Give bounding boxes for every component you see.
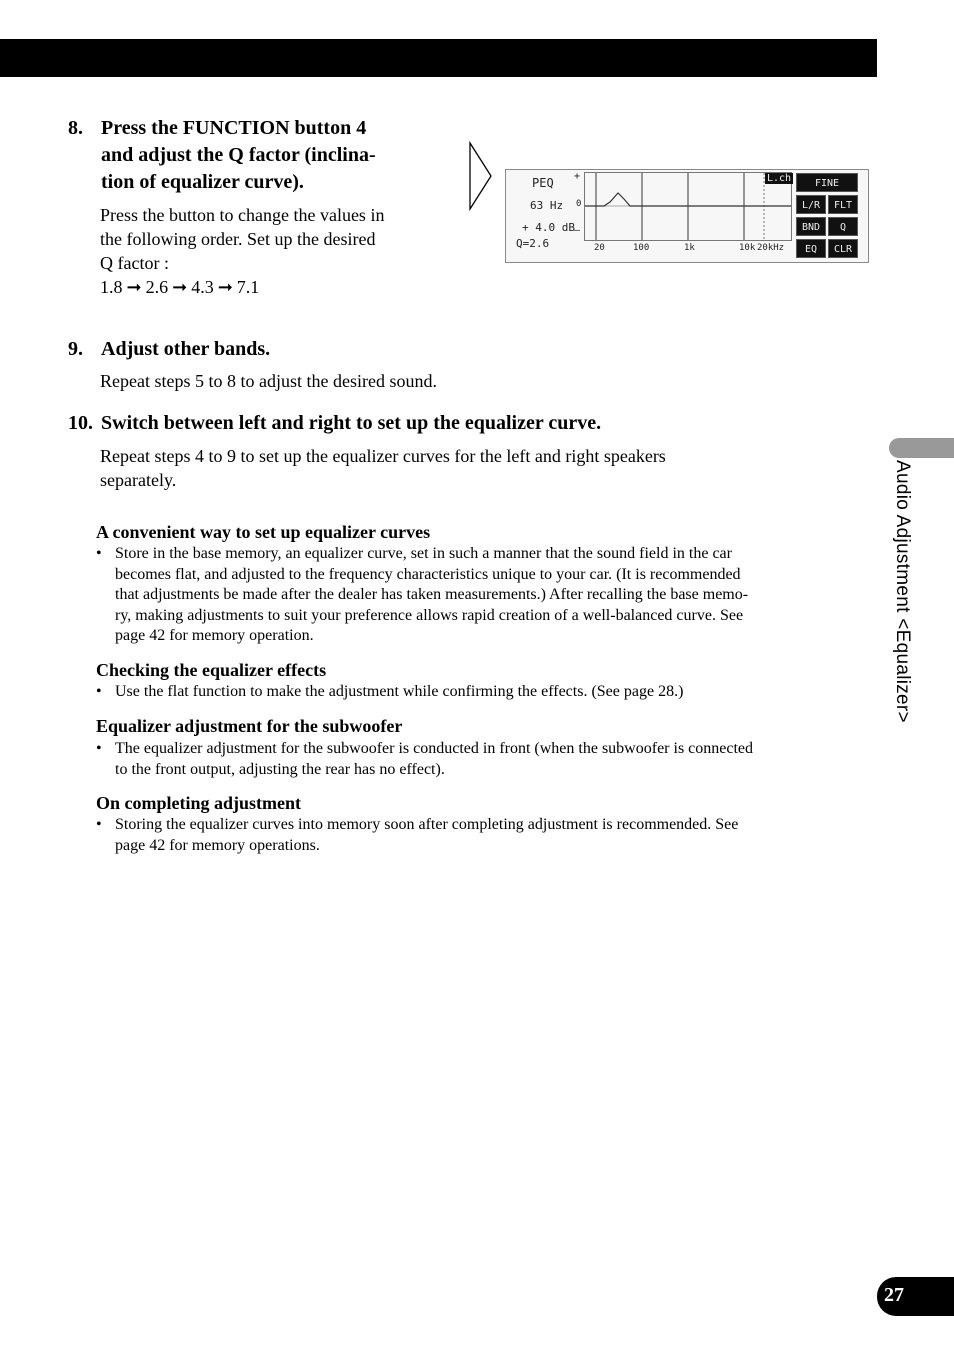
q-factor-sequence <box>100 275 259 299</box>
note-text <box>115 544 846 647</box>
note-line: that adjustments be made after the dealer has taken measurements.) After recalling the base memo- <box>115 586 749 603</box>
note-text <box>115 815 846 856</box>
q-button[interactable]: Q <box>828 217 858 236</box>
clear-button[interactable]: CLR <box>828 239 858 258</box>
step-8-body-line-1: Press the button to change the values in <box>100 205 385 225</box>
note-heading: A convenient way to set up equalizer curves <box>96 522 431 542</box>
bullet-icon: • <box>96 816 102 833</box>
step-8-heading-line-1: Press the FUNCTION button 4 <box>101 117 367 139</box>
section-tab-marker <box>889 438 954 458</box>
note-bullet <box>96 682 846 704</box>
step-9-body: Repeat steps 5 to 8 to adjust the desired sound. <box>100 371 437 391</box>
note-line: to the front output, adjusting the rear has no effect). <box>115 760 445 778</box>
page-number: 27 <box>884 1284 904 1306</box>
note-line: The equalizer adjustment for the subwoofer is conducted in front (when the subwoofer is connected <box>115 740 754 757</box>
step-10-number: 10. <box>68 412 93 434</box>
arrow-right-icon: ➞ <box>217 277 233 297</box>
note-bullet <box>96 739 846 781</box>
eq-tick-label: 20 <box>594 243 605 253</box>
eq-button[interactable]: EQ <box>796 239 826 258</box>
section-side-label: Audio Adjustment <Equalizer> <box>892 460 913 723</box>
pointer-triangle-icon <box>468 141 494 211</box>
bullet-icon: • <box>96 740 102 757</box>
eq-tick-label: 10k <box>739 243 756 253</box>
step-10-heading: Switch between left and right to set up the equalizer curve. <box>101 412 602 434</box>
note-line: Use the flat function to make the adjustment while confirming the effects. (See page 28.) <box>115 683 684 700</box>
flat-button[interactable]: FLT <box>828 195 858 214</box>
step-8-body-line-3: Q factor : <box>100 253 169 273</box>
lr-button[interactable]: L/R <box>796 195 826 214</box>
q-value: 2.6 <box>145 277 169 297</box>
note-bullet <box>96 815 846 857</box>
eq-minus-mark: – <box>574 225 581 236</box>
step-10-body-line-2: separately. <box>100 470 177 490</box>
eq-tick-label: 20kHz <box>757 243 785 253</box>
channel-indicator: L.ch <box>767 173 792 184</box>
step-8-heading-line-2: and adjust the Q factor (inclina- <box>101 144 376 166</box>
note-bullet <box>96 544 846 649</box>
eq-plus-mark: + <box>574 171 581 182</box>
fine-button[interactable]: FINE <box>796 173 858 192</box>
note-heading: On completing adjustment <box>96 793 302 813</box>
step-10-body-line-1: Repeat steps 4 to 9 to set up the equalizer curves for the left and right speakers <box>100 446 666 466</box>
note-text <box>115 682 846 703</box>
step-8-heading-line-3: tion of equalizer curve). <box>101 171 304 193</box>
eq-tick-label: 100 <box>633 243 650 253</box>
eq-curve-graph <box>584 172 792 242</box>
eq-frequency: 63 Hz <box>530 199 564 212</box>
eq-mode-label: PEQ <box>532 176 554 190</box>
eq-tick-label: 1k <box>684 243 695 253</box>
note-line: page 42 for memory operation. <box>115 627 314 644</box>
note-line: page 42 for memory operations. <box>115 836 320 854</box>
eq-level: + 4.0 dB <box>522 221 575 234</box>
arrow-right-icon: ➞ <box>126 277 142 297</box>
note-text <box>115 739 846 780</box>
note-heading: Equalizer adjustment for the subwoofer <box>96 716 403 736</box>
q-value: 7.1 <box>236 277 260 297</box>
step-9-heading: Adjust other bands. <box>101 338 271 360</box>
note-line: becomes flat, and adjusted to the frequency characteristics unique to your car. (It is recommended <box>115 565 741 583</box>
bullet-icon: • <box>96 683 102 700</box>
band-button[interactable]: BND <box>796 217 826 236</box>
note-line: ry, making adjustments to suit your preference allows rapid creation of a well-balanced curve. See <box>115 606 744 624</box>
note-heading: Checking the equalizer effects <box>96 660 327 680</box>
eq-zero-mark: 0 <box>576 199 582 209</box>
eq-display <box>505 169 869 263</box>
step-8-body-line-2: the following order. Set up the desired <box>100 229 376 249</box>
step-9-number: 9. <box>68 338 83 360</box>
note-line: Storing the equalizer curves into memory soon after completing adjustment is recommended. See <box>115 816 739 833</box>
arrow-right-icon: ➞ <box>172 277 188 297</box>
header-bar <box>0 39 877 77</box>
step-8-number: 8. <box>68 117 83 139</box>
bullet-icon: • <box>96 545 102 562</box>
note-line: Store in the base memory, an equalizer curve, set in such a manner that the sound field in the car <box>115 545 732 562</box>
q-value: 4.3 <box>191 277 214 297</box>
q-value: 1.8 <box>100 277 123 297</box>
eq-q-factor: Q=2.6 <box>516 237 550 250</box>
